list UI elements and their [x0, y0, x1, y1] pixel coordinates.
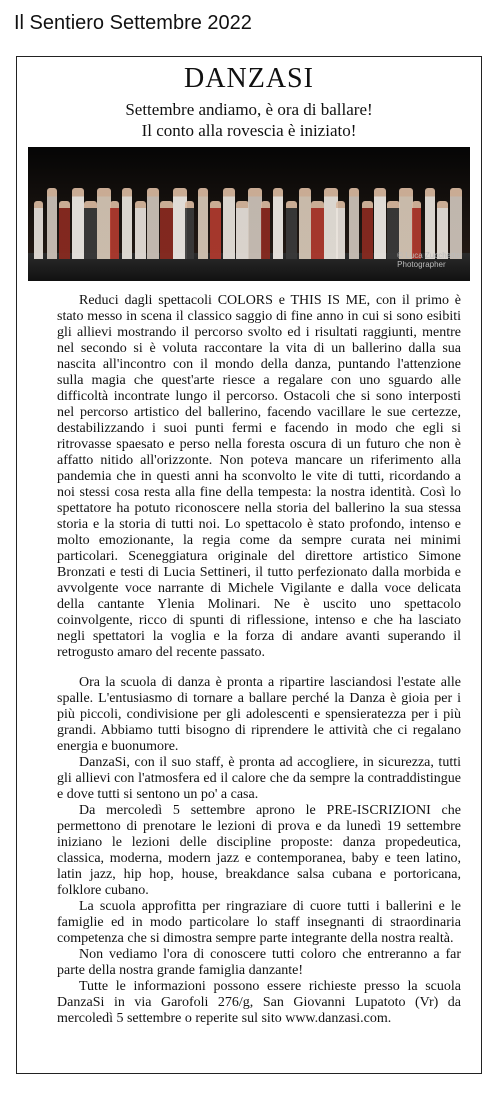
subtitle-line-1: Settembre andiamo, è ora di ballare! [125, 100, 373, 119]
photo-credit-line-2: Photographer [397, 260, 446, 269]
newspaper-header: Il Sentiero Settembre 2022 [14, 12, 252, 34]
dancer-silhouette [84, 201, 97, 259]
dancer-silhouette [425, 188, 435, 259]
dancer-silhouette [72, 188, 84, 259]
article-body [57, 293, 461, 1027]
paragraph-1: Reduci dagli spettacoli COLORS e THIS IS ME, con il primo è stato messo in scena il classico saggio di fine anno in cui si sono esibiti gli allievi mostrando il percorso svolto ed i risultati raggiunti, mentre nel secondo si è voluta raccontare la vita di un ballerino dalla sua nascita all'incontro con il mondo della danza, puntando l'attenzione sulla magia che quest'arte riesce a regalare con uno sguardo alle difficoltà incontrate lungo il percorso. Ostacoli che si sono interposti nel percorso artistico del ballerino, facendo vacillare le sue certezze, destabilizzando i suoi punti fermi e facendo in modo che egli si ritrovasse spaesato e perso nella foresta oscura di un futuro che non è affatto nitido all'orizzonte. Non poteva mancare un riferimento alla pandemia che in questi anni ha sconvolto le vite di tutti, ricordando a noi stessi cosa resta alla fine della tempesta: la nostra identità. Così lo spettatore ha potuto riconoscere nella storia del ballerino la sua stessa storia e la storia di tutti noi. Lo spettacolo è stato profondo, intenso e molto emozionante, la regia come da sempre curata nei minimi particolari. Sceneggiatura originale del direttore artistico Simone Bronzati e testi di Lucia Settineri, il tutto perfezionato dalla morbida e avvolgente voce narrante di Michele Vigilante e dalla voce delicata della cantante Ylenia Molinari. Ne è uscito uno spettacolo coinvolgente, ricco di spunti di riflessione, intenso e che ha lasciato negli spettatori la voglia e la forza di andare avanti superando il retrogusto amaro del recente passato. [57, 293, 461, 660]
dancer-silhouette [450, 188, 462, 259]
dancer-silhouette [110, 201, 119, 259]
subtitle-line-2: Il conto alla rovescia è iniziato! [141, 121, 357, 140]
dancer-silhouette [273, 188, 283, 259]
paragraph-5: La scuola approfitta per ringraziare di cuore tutti i ballerini e le famiglie ed in modo particolare lo staff insegnanti di straordinaria competenza che si dimostra sempre parte integrante della nostra realtà. [57, 899, 461, 946]
dancer-silhouette [34, 201, 43, 259]
article-subtitle [17, 99, 481, 141]
dancer-silhouette [236, 201, 249, 259]
dancer-silhouette [185, 201, 194, 259]
dancer-silhouette [223, 188, 235, 259]
photo-credit-line-1: © Luca Zucchetto [397, 251, 460, 260]
dancer-silhouette [59, 201, 70, 259]
photo-credit [397, 251, 460, 269]
dancer-silhouette [349, 188, 359, 259]
article-title: DANZASI [184, 63, 314, 94]
paragraph-2: Ora la scuola di danza è pronta a ripartire lasciandosi l'estate alle spalle. L'entusiasmo di tornare a ballare perché la Danza è gioia per i più piccoli, condivisione per gli adolescenti e spensieratezza per i più grandi. Abbiamo tutti bisogno di riprendere le attività che ci regalano energia e buonumore. [57, 675, 461, 754]
dancer-silhouette [135, 201, 146, 259]
dancer-silhouette [311, 201, 324, 259]
dancer-silhouette [362, 201, 373, 259]
paragraph-3: DanzaSi, con il suo staff, è pronta ad accogliere, in sicurezza, tutti gli allievi con l'atmosfera ed il calore che da sempre la contraddistingue e dove tutti si sentono un po' a casa. [57, 755, 461, 802]
dancer-silhouette [198, 188, 208, 259]
paragraph-7: Tutte le informazioni possono essere richieste presso la scuola DanzaSi in via Garofoli 276/g, San Giovanni Lupatoto (Vr) da mercoledì 5 settembre o reperite sul sito www.danzasi.com. [57, 979, 461, 1026]
dancer-silhouette [299, 188, 311, 259]
article-box [16, 56, 482, 1074]
dancer-silhouette [286, 201, 297, 259]
dancer-silhouette [374, 188, 386, 259]
dancer-silhouette [336, 201, 345, 259]
dancer-silhouette [210, 201, 221, 259]
paragraph-6: Non vediamo l'ora di conoscere tutti coloro che entreranno a far parte della nostra grande famiglia danzante! [57, 947, 461, 978]
paragraph-4: Da mercoledì 5 settembre aprono le PRE-ISCRIZIONI che permettono di prenotare le lezioni di prova e da lunedì 19 settembre iniziano le lezioni delle discipline proposte: danza propedeutica, classica, moderna, modern jazz e contemporanea, baby e teen latino, latin jazz, hip hop, house, breakdance salsa cubana e portoricana, folklore cubano. [57, 803, 461, 898]
stage-photo [28, 147, 470, 281]
dancer-silhouette [97, 188, 111, 259]
dancer-silhouette [160, 201, 173, 259]
dancer-silhouette [261, 201, 270, 259]
dancer-silhouette [122, 188, 132, 259]
dancer-silhouette [47, 188, 57, 259]
dancer-silhouette [147, 188, 159, 259]
